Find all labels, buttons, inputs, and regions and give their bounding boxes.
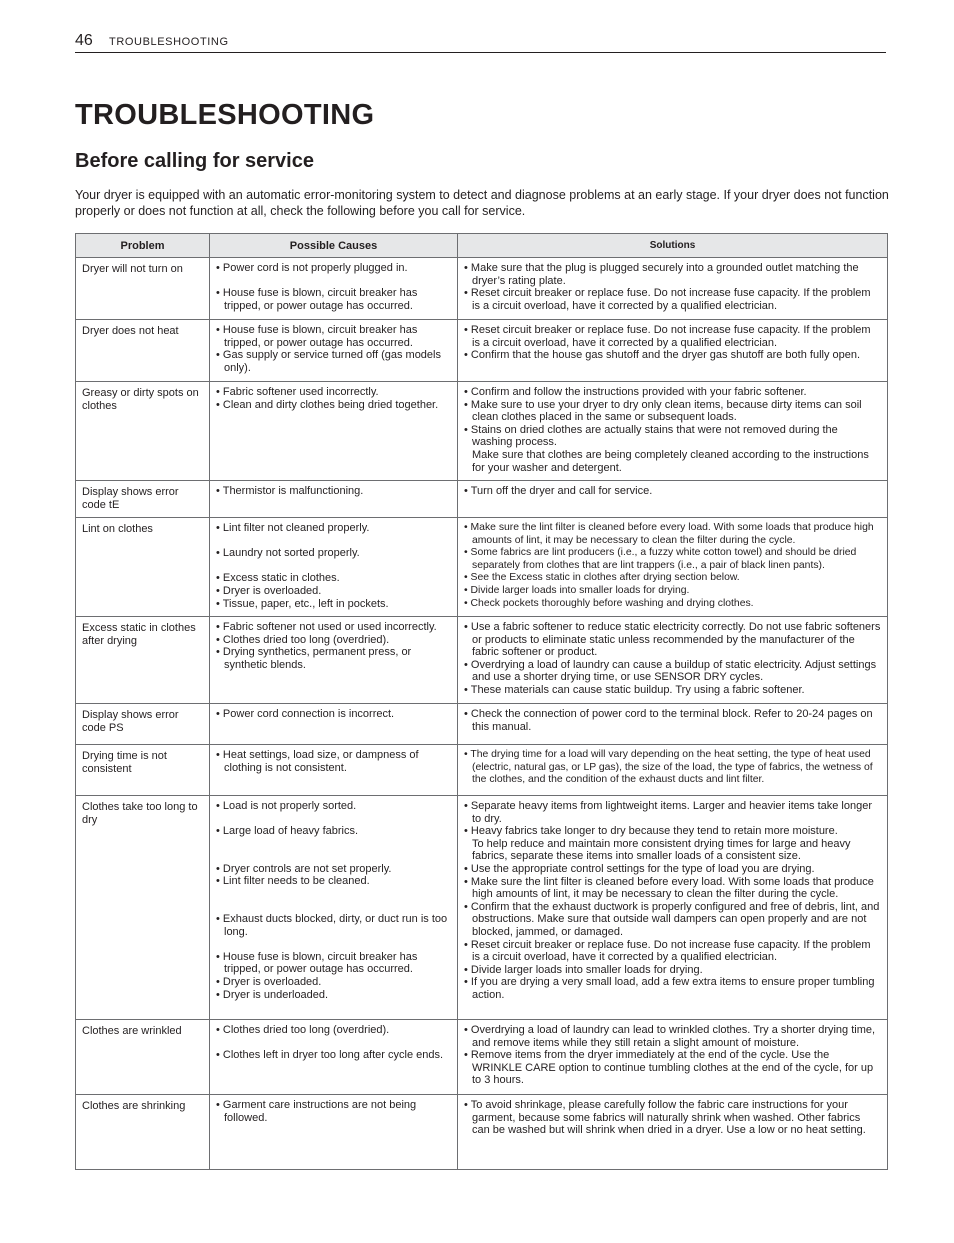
page-header <box>75 32 886 53</box>
problem-cell: Display shows error code PS <box>76 704 210 745</box>
solutions-cell <box>458 796 888 1020</box>
causes-cell <box>210 1095 458 1170</box>
table-row <box>76 617 888 704</box>
header-problem: Problem <box>76 234 210 258</box>
cause-item: • Lint filter needs to be cleaned. <box>216 875 451 888</box>
solutions-cell <box>458 258 888 320</box>
solution-item: • Use a fabric softener to reduce static electricity correctly. Do not use fabric softeners or products to eliminate static unless recommended by the manufacturer of the fabric softener or product. <box>464 621 881 659</box>
solutions-cell <box>458 1020 888 1095</box>
solution-item: • Make sure that the plug is plugged securely into a grounded outlet matching the dryer’s rating plate. <box>464 262 881 287</box>
causes-cell <box>210 382 458 481</box>
cause-item: • Thermistor is malfunctioning. <box>216 485 451 498</box>
causes-cell <box>210 518 458 617</box>
solution-item: • Divide larger loads into smaller loads for drying. <box>464 964 881 977</box>
cause-item: • Garment care instructions are not being followed. <box>216 1099 451 1124</box>
solution-item: • Check pockets thoroughly before washing and drying clothes. <box>464 598 881 611</box>
solution-item: • Divide larger loads into smaller loads for drying. <box>464 585 881 598</box>
table-row <box>76 258 888 320</box>
section-subtitle: Before calling for service <box>75 150 314 172</box>
solution-item: To help reduce and maintain more consistent drying times for large and heavy fabrics, separate these items into smaller loads of a consistent size. <box>472 837 851 863</box>
table-row <box>76 745 888 796</box>
solution-item: • Confirm that the exhaust ductwork is properly configured and free of debris, lint, and obstructions. Make sure that outside wall dampers can open properly and are not blocked, jammed, or damaged. <box>464 901 881 939</box>
causes-cell <box>210 745 458 796</box>
causes-cell <box>210 704 458 745</box>
section-name: TROUBLESHOOTING <box>109 36 229 48</box>
table-row <box>76 1020 888 1095</box>
solution-item: • Make sure to use your dryer to dry only clean items, because dirty items can soil clean clothes placed in the same or subsequent loads. <box>464 399 881 424</box>
cause-item: • Dryer is overloaded. <box>216 585 451 598</box>
problem-cell: Lint on clothes <box>76 518 210 617</box>
solutions-cell <box>458 704 888 745</box>
table-row <box>76 704 888 745</box>
table-row <box>76 481 888 518</box>
problem-cell: Dryer will not turn on <box>76 258 210 320</box>
cause-item: • Clean and dirty clothes being dried together. <box>216 399 451 412</box>
causes-cell <box>210 617 458 704</box>
causes-cell <box>210 1020 458 1095</box>
page-number: 46 <box>75 32 93 49</box>
solution-item: • Use the appropriate control settings for the type of load you are drying. <box>464 863 881 876</box>
cause-item: • House fuse is blown, circuit breaker has tripped, or power outage has occurred. <box>216 287 451 312</box>
solution-item: • See the Excess static in clothes after drying section below. <box>464 572 881 585</box>
solutions-cell <box>458 518 888 617</box>
cause-item: • Dryer controls are not set properly. <box>216 863 451 876</box>
cause-item: • Power cord connection is incorrect. <box>216 708 451 721</box>
solution-item: • Remove items from the dryer immediately at the end of the cycle. Use the WRINKLE CARE option to continue tumbling clothes at the end of the cycle, for up to 3 hours. <box>464 1049 881 1087</box>
solution-item: • Turn off the dryer and call for service. <box>464 485 881 498</box>
cause-item: • Gas supply or service turned off (gas models only). <box>216 349 451 374</box>
header-causes: Possible Causes <box>210 234 458 258</box>
cause-item: • Dryer is underloaded. <box>216 989 451 1002</box>
cause-item: • Heat settings, load size, or dampness of clothing is not consistent. <box>216 749 451 774</box>
problem-cell: Drying time is not consistent <box>76 745 210 796</box>
solution-item: • Heavy fabrics take longer to dry because they tend to retain more moisture. <box>464 825 881 838</box>
cause-item: • Drying synthetics, permanent press, or synthetic blends. <box>216 646 451 671</box>
solution-item: • If you are drying a very small load, add a few extra items to ensure proper tumbling action. <box>464 976 881 1001</box>
solution-item: • Some fabrics are lint producers (i.e., a fuzzy white cotton towel) and should be dried separately from clothes that are lint trappers (i.e., a pair of black linen pants). <box>464 547 881 572</box>
causes-cell <box>210 481 458 518</box>
cause-item: • Load is not properly sorted. <box>216 800 451 813</box>
intro-paragraph: Your dryer is equipped with an automatic error-monitoring system to detect and diagnose problems at an early stage. If your dryer does not function properly or does not function at all, check the following before you call for service. <box>75 188 889 218</box>
table-row <box>76 382 888 481</box>
cause-item: • Exhaust ducts blocked, dirty, or duct run is too long. <box>216 913 451 938</box>
solution-item: Make sure that clothes are being completely cleaned according to the instructions for your washer and detergent. <box>472 448 869 474</box>
table-row <box>76 320 888 382</box>
cause-item: • Excess static in clothes. <box>216 572 451 585</box>
solutions-cell <box>458 617 888 704</box>
cause-item: • Laundry not sorted properly. <box>216 547 451 560</box>
page-title: TROUBLESHOOTING <box>75 99 375 131</box>
problem-cell: Display shows error code tE <box>76 481 210 518</box>
solution-item: • Make sure the lint filter is cleaned before every load. With some loads that produce high amounts of lint, it may be necessary to clean the filter during the cycle. <box>464 876 881 901</box>
solutions-cell <box>458 481 888 518</box>
problem-cell: Greasy or dirty spots on clothes <box>76 382 210 481</box>
solutions-cell <box>458 1095 888 1170</box>
cause-item: • Clothes dried too long (overdried). <box>216 1024 451 1037</box>
table-row <box>76 518 888 617</box>
cause-item: • Dryer is overloaded. <box>216 976 451 989</box>
problem-cell: Clothes are wrinkled <box>76 1020 210 1095</box>
solution-item: • Confirm that the house gas shutoff and the dryer gas shutoff are both fully open. <box>464 349 881 362</box>
solution-item: • The drying time for a load will vary depending on the heat setting, the type of heat used (electric, natural gas, or LP gas), the size of the load, the type of fabrics, the wetness of the clothes, and the condition of the exhaust ducts and lint filter. <box>464 749 881 787</box>
cause-item: • Lint filter not cleaned properly. <box>216 522 451 535</box>
solutions-cell <box>458 382 888 481</box>
header-solutions: Solutions <box>458 234 888 258</box>
solution-item: • To avoid shrinkage, please carefully follow the fabric care instructions for your garment, because some fabrics will naturally shrink when washed. Other fabrics can be washed but will shrink when dried in a dryer. Use a low or no heat setting. <box>464 1099 881 1137</box>
solution-item: • These materials can cause static buildup. Try using a fabric softener. <box>464 684 881 697</box>
cause-item: • House fuse is blown, circuit breaker has tripped, or power outage has occurred. <box>216 324 451 349</box>
cause-item: • Fabric softener not used or used incorrectly. <box>216 621 451 634</box>
solutions-cell <box>458 745 888 796</box>
solution-item: • Reset circuit breaker or replace fuse. Do not increase fuse capacity. If the problem is a circuit overload, have it corrected by a qualified electrician. <box>464 939 881 964</box>
solution-item: • Stains on dried clothes are actually stains that were not removed during the washing process. <box>464 424 881 449</box>
cause-item: • Clothes dried too long (overdried). <box>216 634 451 647</box>
cause-item: • Power cord is not properly plugged in. <box>216 262 451 275</box>
solutions-cell <box>458 320 888 382</box>
problem-cell: Clothes are shrinking <box>76 1095 210 1170</box>
solution-item: • Confirm and follow the instructions provided with your fabric softener. <box>464 386 881 399</box>
problem-cell: Clothes take too long to dry <box>76 796 210 1020</box>
causes-cell <box>210 320 458 382</box>
solution-item: • Make sure the lint filter is cleaned before every load. With some loads that produce high amounts of lint, it may be necessary to clean the filter during the cycle. <box>464 522 881 547</box>
table-header-row <box>76 234 888 258</box>
solution-item: • Overdrying a load of laundry can cause a buildup of static electricity. Adjust settings and use a shorter drying time, or use SENSOR DRY cycles. <box>464 659 881 684</box>
cause-item: • Fabric softener used incorrectly. <box>216 386 451 399</box>
solution-item: • Reset circuit breaker or replace fuse. Do not increase fuse capacity. If the problem is a circuit overload, have it corrected by a qualified electrician. <box>464 287 881 312</box>
solution-item: • Check the connection of power cord to the terminal block. Refer to 20-24 pages on this manual. <box>464 708 881 733</box>
cause-item: • Clothes left in dryer too long after cycle ends. <box>216 1049 451 1062</box>
table-row <box>76 796 888 1020</box>
table-row <box>76 1095 888 1170</box>
solution-item: • Separate heavy items from lightweight items. Larger and heavier items take longer to dry. <box>464 800 881 825</box>
solution-item: • Reset circuit breaker or replace fuse. Do not increase fuse capacity. If the problem is a circuit overload, have it corrected by a qualified electrician. <box>464 324 881 349</box>
cause-item: • House fuse is blown, circuit breaker has tripped, or power outage has occurred. <box>216 951 451 976</box>
cause-item: • Large load of heavy fabrics. <box>216 825 451 838</box>
cause-item: • Tissue, paper, etc., left in pockets. <box>216 598 451 611</box>
problem-cell: Excess static in clothes after drying <box>76 617 210 704</box>
problem-cell: Dryer does not heat <box>76 320 210 382</box>
causes-cell <box>210 258 458 320</box>
troubleshooting-table <box>75 233 888 1170</box>
causes-cell <box>210 796 458 1020</box>
solution-item: • Overdrying a load of laundry can lead to wrinkled clothes. Try a shorter drying time, and remove items while they still retain a slight amount of moisture. <box>464 1024 881 1049</box>
